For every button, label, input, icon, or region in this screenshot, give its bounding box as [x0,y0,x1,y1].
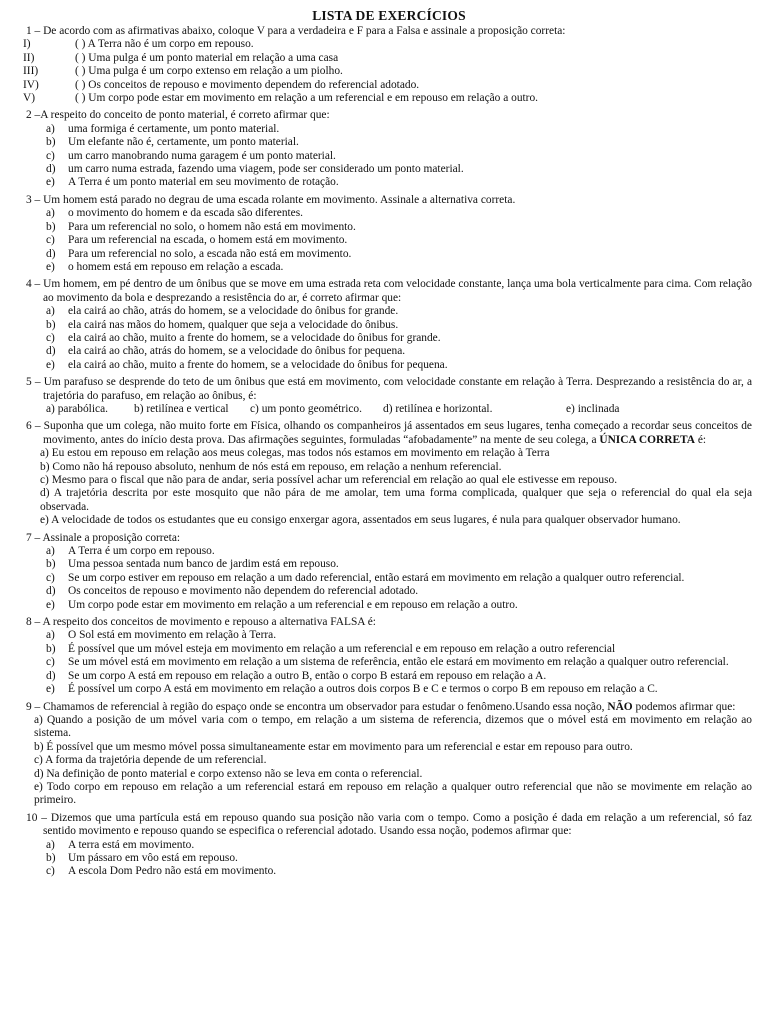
q4-option-b [26,319,752,332]
q5-option-e: e) inclinada [566,402,620,415]
q9-option-b [26,741,752,754]
option-text: ela cairá nas mãos do homem, qualquer que seja a velocidade do ônibus. [68,318,399,331]
option-text: Para um referencial no solo, o homem não está em movimento. [68,220,356,233]
question-9-stem [26,701,752,714]
option-text: O Sol está em movimento em relação à Terra. [68,629,277,642]
option-text: e) Todo corpo em repouso em relação a um referencial estará em repouso em relação a qualquer outro referencial que não se movimente em relação ao primeiro. [34,780,752,807]
q1-item-text: ( ) Uma pulga é um ponto material em relação a uma casa [75,51,339,64]
option-label: b) [46,851,56,864]
option-label: a) [46,545,55,558]
option-label: b) [46,558,56,571]
q1-item-label: III) [23,65,39,78]
option-text: d) A trajetória descrita por este mosquito que não pára de me amolar, tem uma forma complicada, qualquer que seja o referencial do qual ela seja observada. [40,487,752,513]
option-label: b) [46,642,56,655]
q3-option-c [26,234,752,247]
q5-option-a: a) parabólica. [46,402,108,415]
question-9 [26,701,752,808]
q1-item-3 [23,65,752,78]
q1-item-label: IV) [23,78,39,91]
q7-option-b [26,558,752,571]
question-7-stem: 7 – Assinale a proposição correta: [26,531,181,544]
q1-item-text: ( ) Os conceitos de repouso e movimento dependem do referencial adotado. [75,78,420,91]
option-text: Um pássaro em vôo está em repouso. [68,851,238,864]
option-text: ela cairá ao chão, atrás do homem, se a velocidade do ônibus for pequena. [68,345,406,358]
question-8-stem: 8 – A respeito dos conceitos de movimento e repouso a alternativa FALSA é: [26,616,376,629]
option-text: e) A velocidade de todos os estudantes que eu consigo enxergar agora, assentados em seus lugares, é nula para qualquer observador humano. [40,514,681,527]
option-text: Um corpo pode estar em movimento em relação a um referencial e em repouso em relação a outro. [68,598,518,611]
q4-option-c [26,332,752,345]
exercise-list-page [23,8,752,883]
option-text: Se um corpo estiver em repouso em relação a um dado referencial, então estará em movimento em relação a qualquer outro referencial. [68,571,685,584]
q2-option-a [26,123,752,136]
q3-option-e [26,261,752,274]
option-text: ela cairá ao chão, muito a frente do homem, se a velocidade do ônibus for grande. [68,331,441,344]
option-text: b) É possível que um mesmo móvel possa simultaneamente estar em movimento para um referencial e estar em repouso para outro. [34,740,633,753]
option-text: Se um corpo A está em repouso em relação a outro B, então o corpo B estará em repouso em relação a A. [68,669,547,682]
question-3-stem: 3 – Um homem está parado no degrau de uma escada rolante em movimento. Assinale a alternativa correta. [26,193,516,206]
option-label: a) [46,838,55,851]
question-10 [26,812,752,879]
option-label: a) [46,122,55,135]
q1-item-5 [23,92,752,105]
option-text: É possível um corpo A está em movimento em relação a outros dois corpos B e C e termos o corpo B em repouso em relação a C. [68,683,658,696]
question-7 [26,532,752,612]
option-text: ela cairá ao chão, muito a frente do homem, se a velocidade do ônibus for pequena. [68,358,448,371]
q9-stem-end: podemos afirmar que: [632,700,736,713]
question-6-stem [26,420,752,447]
question-1-stem: 1 – De acordo com as afirmativas abaixo, coloque V para a verdadeira e F para a Falsa e assinale a proposição correta: [26,25,566,37]
q8-option-e [26,683,752,696]
q2-option-c [26,150,752,163]
option-label: e) [46,683,55,696]
option-text: A Terra é um ponto material em seu movimento de rotação. [68,176,339,189]
option-label: e) [46,358,55,371]
option-label: a) [46,629,55,642]
q8-option-d [26,670,752,683]
option-text: c) A forma da trajetória depende de um referencial. [34,754,267,767]
q6-option-e [26,514,752,527]
option-text: b) Como não há repouso absoluto, nenhum de nós está em repouso, em relação a nenhum referencial. [40,460,502,473]
option-label: e) [46,260,55,273]
option-label: a) [46,207,55,220]
q1-item-2 [23,51,752,65]
option-text: um carro manobrando numa garagem é um ponto material. [68,149,336,162]
q7-option-e [26,599,752,612]
option-label: e) [46,598,55,611]
option-text: a) Quando a posição de um móvel varia com o tempo, em relação a um sistema de referencia, dizemos que o móvel está em movimento em relação ao sistema. [34,713,752,740]
q5-option-c: c) um ponto geométrico. [250,402,362,415]
option-text: Para um referencial no solo, a escada não está em movimento. [68,247,352,260]
question-3 [26,194,752,274]
option-text: A Terra é um corpo em repouso. [68,545,215,558]
question-10-stem: 10 – Dizemos que uma partícula está em repouso quando sua posição não varia com o tempo. Como a posição é dada em relação a um referencial, só faz sentido movimento e repouso quando se especifica o referencial adotado. Usando essa noção, podemos afirmar que: [26,811,752,838]
q4-option-d [26,345,752,358]
q6-stem-text: 6 – Suponha que um colega, não muito forte em Física, olhando os companheiros já assentados em seus lugares, tenha começado a recordar seus conceitos de movimento, antes do início desta prova. Das afirmações seguintes, formuladas “afobadamente” na mente de seu colega, a [26,420,752,446]
option-text: um carro numa estrada, fazendo uma viagem, pode ser considerado um ponto material. [68,163,464,176]
option-label: b) [46,220,56,233]
option-label: e) [46,176,55,189]
option-text: É possível que um móvel esteja em movimento em relação a um referencial e em repouso em relação a outro referencial [68,642,616,655]
option-label: c) [46,865,55,878]
q1-item-text: ( ) Uma pulga é um corpo extenso em relação a um piolho. [75,65,343,78]
question-1 [23,25,752,105]
q3-option-a [26,207,752,220]
option-label: b) [46,136,56,149]
q9-option-d [26,768,752,781]
question-8 [26,616,752,696]
option-label: d) [46,585,56,598]
option-text: Para um referencial na escada, o homem está em movimento. [68,234,348,247]
option-label: d) [46,345,56,358]
q9-option-a [26,714,752,741]
q10-option-a [26,839,752,852]
q6-stem-emphasis: ÚNICA CORRETA [599,433,696,446]
q9-option-c [26,754,752,767]
q1-item-text: ( ) Um corpo pode estar em movimento em relação a um referencial e em repouso em relação a outro. [75,92,539,105]
q7-option-a [26,545,752,558]
q5-option-b: b) retilínea e vertical [134,402,229,415]
question-5 [26,376,752,416]
q4-option-a [26,305,752,318]
q6-option-a [26,447,752,460]
question-4 [26,278,752,372]
option-label: c) [46,331,55,344]
option-label: b) [46,318,56,331]
q2-option-e [26,176,752,189]
option-text: Os conceitos de repouso e movimento não dependem do referencial adotado. [68,585,419,598]
q8-option-a [26,629,752,642]
question-5-stem: 5 – Um parafuso se desprende do teto de um ônibus que está em movimento, com velocidade constante em relação à Terra. Desprezando a resistência do ar, a trajetória do parafuso, em relação ao ônibus, é: [26,376,752,402]
option-label: c) [46,656,55,669]
option-label: d) [46,163,56,176]
option-text: Um elefante não é, certamente, um ponto material. [68,136,299,149]
q1-item-text: ( ) A Terra não é um corpo em repouso. [75,38,254,51]
question-6 [26,420,752,527]
q4-option-e [26,359,752,372]
q6-stem-end: é: [695,433,707,446]
q3-option-b [26,221,752,234]
option-text: A escola Dom Pedro não está em movimento. [68,865,277,878]
q1-item-4 [23,78,752,92]
option-label: d) [46,669,56,682]
q9-option-e [26,781,752,808]
q7-option-d [26,585,752,598]
q10-option-c [26,865,752,878]
q5-option-d: d) retilínea e horizontal. [383,402,493,415]
q8-option-c [26,656,752,669]
q6-option-d [26,487,752,514]
option-text: uma formiga é certamente, um ponto material. [68,122,280,135]
option-text: c) Mesmo para o fiscal que não para de andar, seria possível achar um referencial em relação ao qual ele estivesse em repouso. [40,474,618,486]
option-text: o movimento do homem e da escada são diferentes. [68,207,304,220]
question-4-stem: 4 – Um homem, em pé dentro de um ônibus que se move em uma estrada reta com velocidade constante, lança uma bola verticalmente para cima. Com relação ao movimento da bola e desprezando a resistência do ar, é correto afirmar que: [26,278,752,304]
q1-item-label: I) [23,38,31,51]
q1-item-label: II) [23,51,35,64]
option-text: Uma pessoa sentada num banco de jardim está em repouso. [68,558,339,571]
option-text: A terra está em movimento. [68,838,195,851]
q9-stem-text: 9 – Chamamos de referencial à região do espaço onde se encontra um observador para estudar o fenômeno.Usando essa noção, [26,700,608,713]
option-label: c) [46,149,55,162]
q2-option-b [26,136,752,149]
option-label: c) [46,234,55,247]
q7-option-c [26,572,752,585]
option-label: a) [46,305,55,318]
q1-item-label: V) [23,92,36,105]
q6-option-c [26,474,752,487]
option-label: d) [46,247,56,260]
q1-item-1 [23,38,752,51]
option-text: a) Eu estou em repouso em relação aos meus colegas, mas todos nós estamos em movimento em relação à Terra [40,447,550,460]
q5-options-row [26,403,752,416]
q6-option-b [26,461,752,474]
q2-option-d [26,163,752,176]
option-text: o homem está em repouso em relação a escada. [68,260,284,273]
question-2-stem: 2 –A respeito do conceito de ponto material, é correto afirmar que: [26,109,330,122]
option-text: Se um móvel está em movimento em relação a um sistema de referência, então ele estará em movimento em relação a qualquer outro referencial. [68,656,729,669]
option-text: d) Na definição de ponto material e corpo extenso não se leva em conta o referencial. [34,767,423,780]
q9-stem-emphasis: NÃO [607,700,633,713]
page-title: LISTA DE EXERCÍCIOS [312,8,466,23]
option-label: c) [46,571,55,584]
q8-option-b [26,643,752,656]
q3-option-d [26,248,752,261]
option-text: ela cairá ao chão, atrás do homem, se a velocidade do ônibus for grande. [68,305,399,318]
question-2 [26,109,752,189]
q10-option-b [26,852,752,865]
